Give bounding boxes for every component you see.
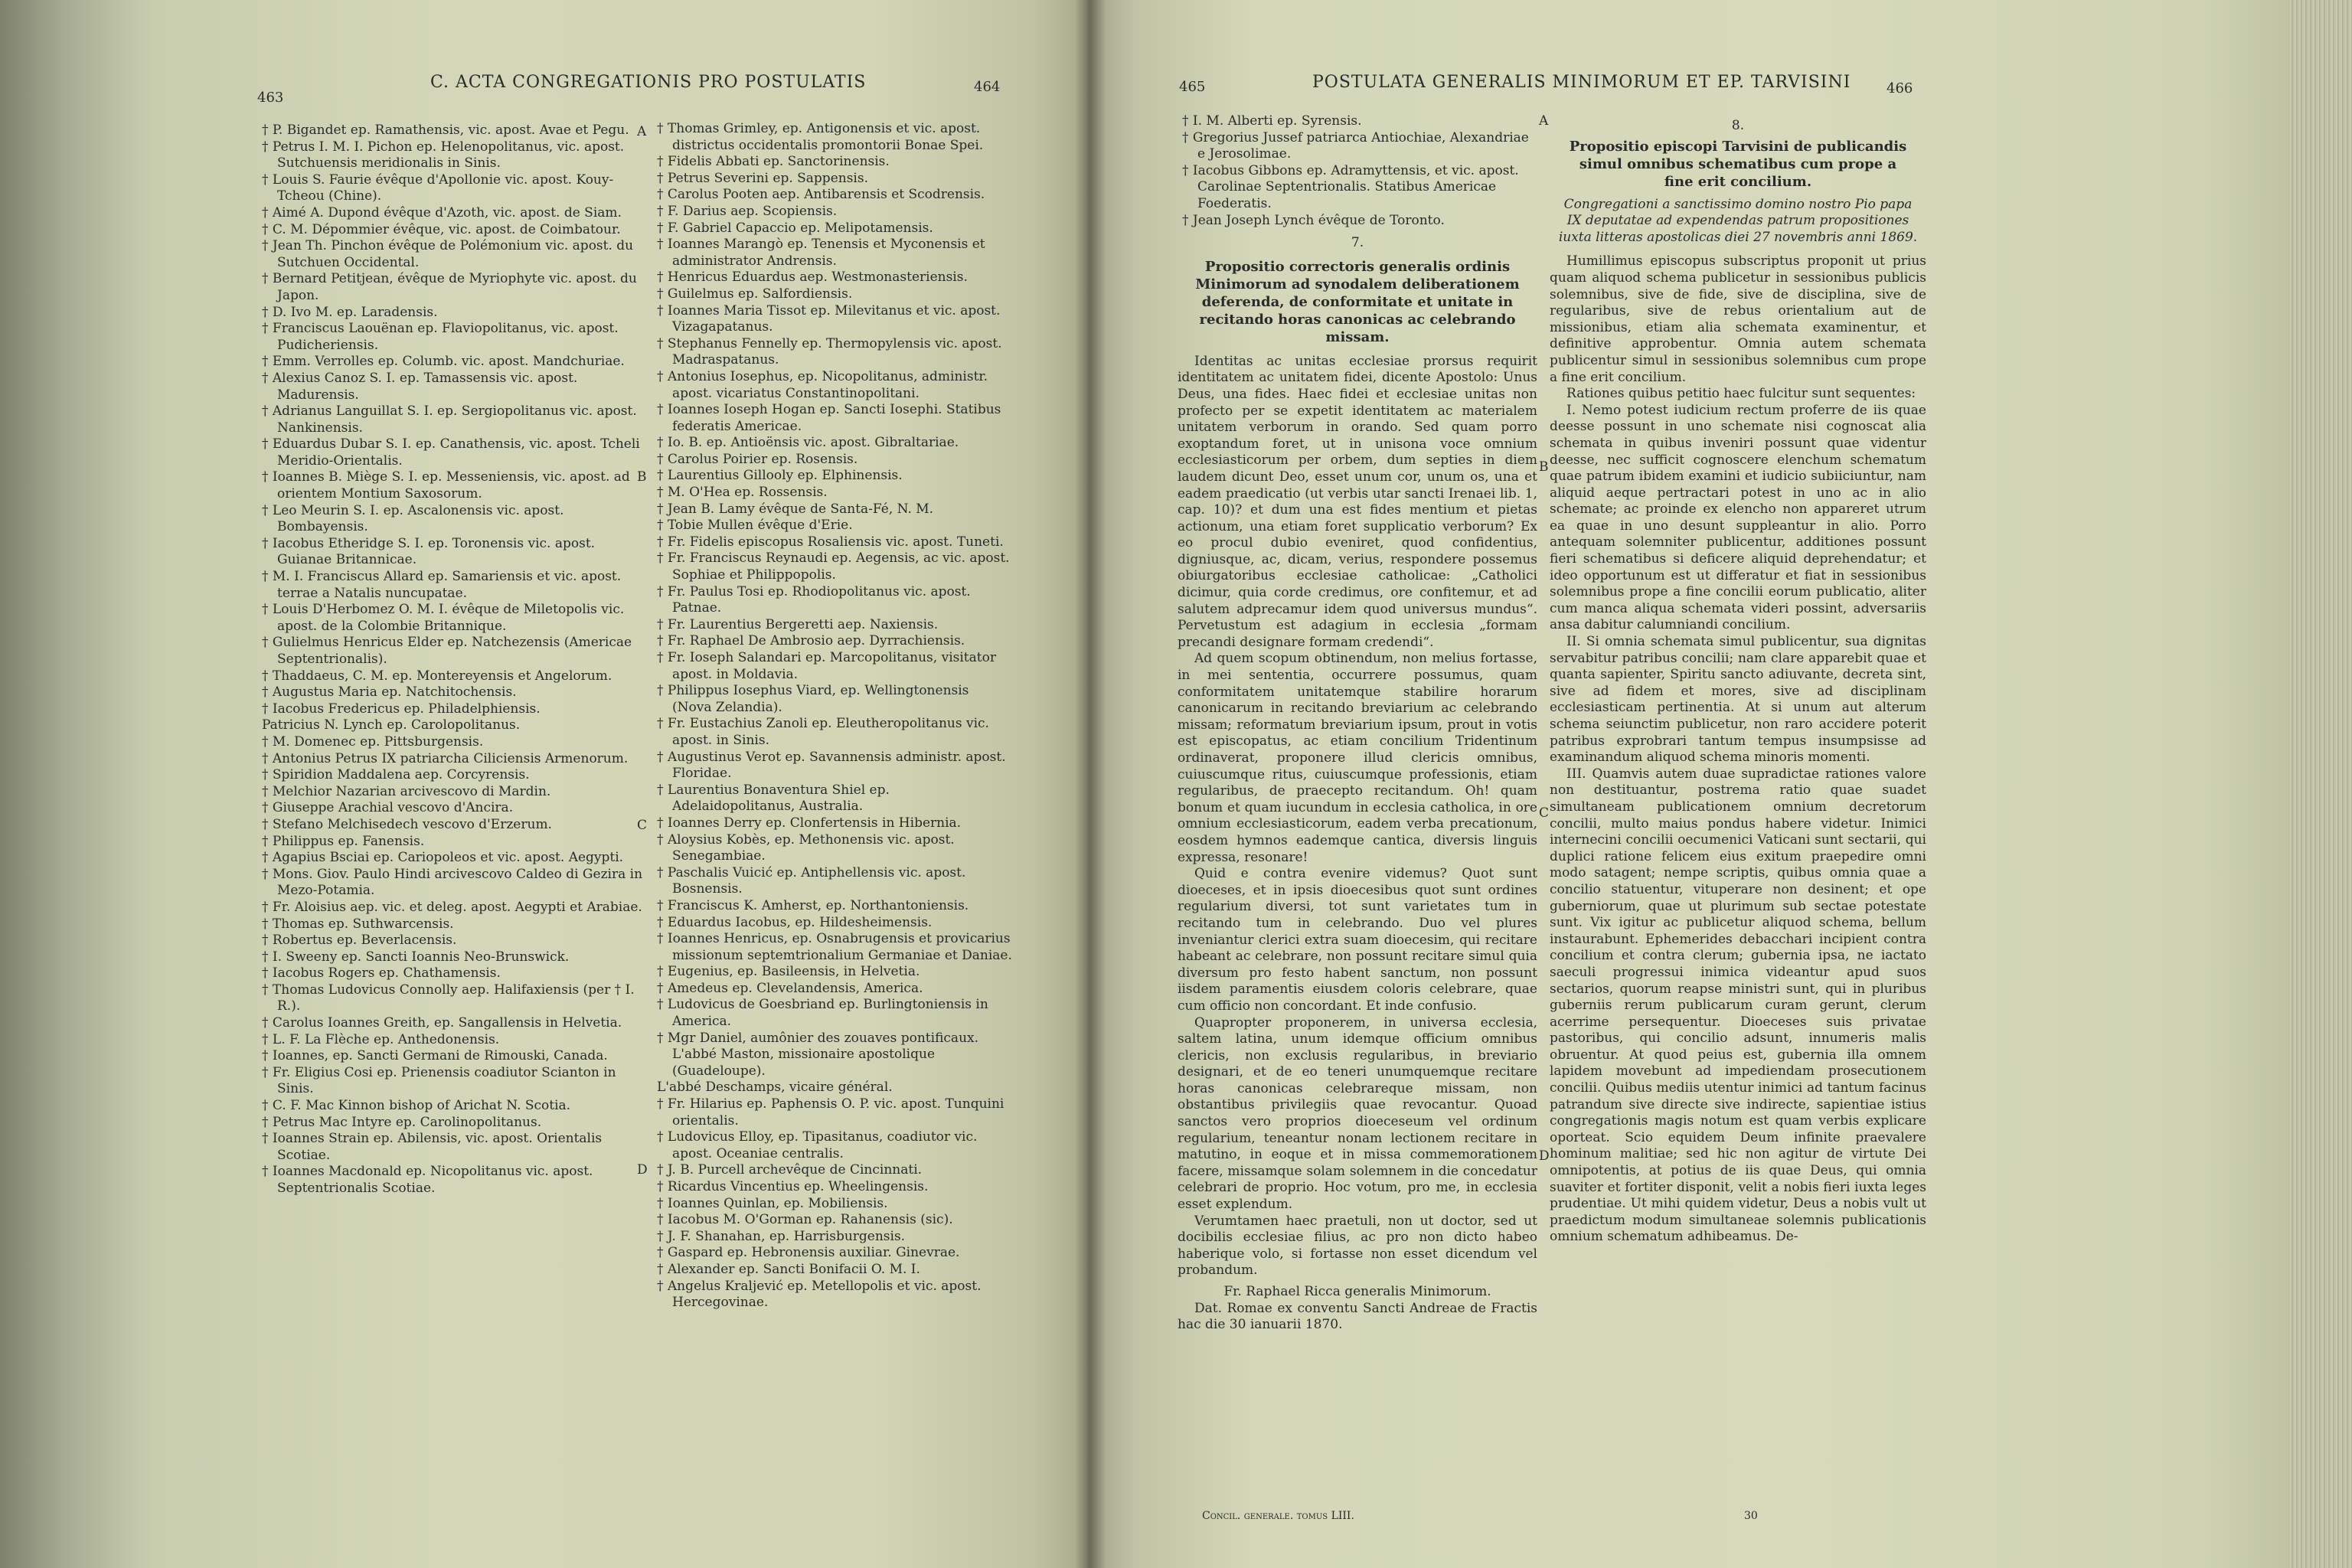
page-number-463: 463 bbox=[257, 90, 284, 106]
section-8-title: Propositio episcopi Tarvisini de publicandis simul omnibus schematibus cum prope a fine erit concilium. bbox=[1569, 138, 1907, 190]
right-page-header: POSTULATA GENERALIS MINIMORUM ET EP. TARVISINI bbox=[1312, 73, 1851, 92]
section-8-body bbox=[1550, 253, 1926, 1246]
footer-signature-mark: 30 bbox=[1744, 1510, 1758, 1522]
bishop-entry: † Fr. Ioseph Salandari ep. Marcopolitanus, visitator apost. in Moldavia. bbox=[657, 650, 996, 682]
bishop-entry: † Petrus Severini ep. Sappensis. bbox=[657, 170, 868, 186]
left-column-1 bbox=[257, 122, 646, 1197]
bishop-entry: † Gaspard ep. Hebronensis auxiliar. Ginevrae. bbox=[657, 1245, 960, 1261]
bishop-entry: † Mons. Giov. Paulo Hindi arcivescovo Caldeo di Gezira in Mezo-Potamia. bbox=[262, 866, 643, 899]
bishop-entry: † Fr. Raphael De Ambrosio aep. Dyrrachiensis. bbox=[657, 633, 965, 649]
section-8-number: 8. bbox=[1731, 118, 1745, 133]
bishop-entry: † Spiridion Maddalena aep. Corcyrensis. bbox=[262, 767, 530, 783]
bishop-entry: † Augustus Maria ep. Natchitochensis. bbox=[262, 684, 517, 701]
bishop-entry: † Tobie Mullen évêque d'Erie. bbox=[657, 518, 853, 534]
section-7-body bbox=[1178, 354, 1537, 1279]
bishop-entry: † Alexius Canoz S. I. ep. Tamassensis vic. apost. Madurensis. bbox=[262, 370, 578, 403]
bishop-entry: † Fr. Eustachius Zanoli ep. Eleutheropolitanus vic. apost. in Sinis. bbox=[657, 716, 989, 748]
right-page bbox=[1087, 0, 2297, 1568]
bishop-entry: † F. Darius aep. Scopiensis. bbox=[657, 203, 838, 219]
right-column-1-entries bbox=[1178, 113, 1537, 229]
bishop-entry: † Guilelmus ep. Salfordiensis. bbox=[657, 286, 853, 302]
bishop-entry: † Agapius Bsciai ep. Cariopoleos et vic. apost. Aegypti. bbox=[262, 850, 624, 866]
bishop-entry: † Eduardus Dubar S. I. ep. Canathensis, vic. apost. Tcheli Meridio-Orientalis. bbox=[262, 436, 640, 469]
bishop-entry: † Carolus Poirier ep. Rosensis. bbox=[657, 451, 858, 467]
bishop-entry: † Emm. Verrolles ep. Columb. vic. apost. Mandchuriae. bbox=[262, 354, 625, 370]
bishop-entry: † Stephanus Fennelly ep. Thermopylensis vic. apost. Madraspatanus. bbox=[657, 335, 1002, 368]
bishop-entry: † Melchior Nazarian arcivescovo di Mardin. bbox=[262, 783, 551, 799]
body-paragraph: II. Si omnia schemata simul publicentur, sua dignitas servabitur patribus concilii; nam clare apparebit quae et quanta sapienter, Spiritu sancto adiuvante, decreta sint, sive ad fidem et mores, sive ad disciplinam ecclesiasticam pertinentia. At si unum aut alterum schema seiunctim publicetur, non raro accidere poterit patribus exprobrari tantum tempus insumpsisse ad examinandum aliquod schema minoris momenti. bbox=[1550, 634, 1926, 766]
bishop-entry: † Fidelis Abbati ep. Sanctorinensis. bbox=[657, 154, 890, 170]
bishop-entry: † Franciscus K. Amherst, ep. Northantoniensis. bbox=[657, 897, 969, 913]
bishop-entry: † Fr. Fidelis episcopus Rosaliensis vic. apost. Tuneti. bbox=[657, 534, 1004, 550]
bishop-entry: † Petrus I. M. I. Pichon ep. Helenopolitanus, vic. apost. Sutchuensis meridionalis in Sinis. bbox=[262, 139, 625, 172]
bishop-entry: † Jean Th. Pinchon évêque de Polémonium vic. apost. du Sutchuen Occidental. bbox=[262, 238, 634, 270]
bishop-entry: † Thomas ep. Suthwarcensis. bbox=[262, 916, 454, 932]
section-7-title: Propositio correctoris generalis ordinis Minimorum ad synodalem deliberationem deferenda, de conformitate et unitate in recitando horas canonicas ac celebrando missam. bbox=[1195, 258, 1520, 345]
bishop-entry: † Iacobus Fredericus ep. Philadelphiensis. bbox=[262, 701, 541, 717]
bishop-entry: † Thomas Ludovicus Connolly aep. Halifaxiensis (per † I. R.). bbox=[262, 982, 635, 1014]
body-paragraph: Quid e contra evenire videmus? Quot sunt dioeceses, et in ipsis dioecesibus quot sunt ordines regularium diversi, tot sunt varietates tum in recitando tum in celebrando. Duo vel plures inveniantur clerici extra suam dioecesim, qui recitare habeant ac celebrare, non possunt recitare simul quia diversum pro festo habent sanctum, non possunt iisdem paramentis eiusdem coloris celebrare, quae cum officio non concordant. Et inde confusio. bbox=[1178, 866, 1537, 1014]
bishop-entry: † Louis D'Herbomez O. M. I. évêque de Miletopolis vic. apost. de la Colombie Britannique. bbox=[262, 602, 625, 634]
bishop-entry: † Thomas Grimley, ep. Antigonensis et vic. apost. districtus occidentalis promontorii Bonae Spei. bbox=[657, 121, 984, 153]
bishop-entry: † Ioannes Derry ep. Clonfertensis in Hibernia. bbox=[657, 815, 962, 831]
bishop-entry: † F. Gabriel Capaccio ep. Melipotamensis. bbox=[657, 220, 933, 236]
body-paragraph: Humillimus episcopus subscriptus proponit ut prius quam aliquod schema publicetur in sessionibus publicis solemnibus, sive de fide, sive de disciplina, sive de regularibus, sive de rebus orientalium aut de missionibus, etiam alia schemata examinentur, et definitive approbentur. Omnia autem schemata publicentur simul in sessionibus solemnibus cum prope a fine erit concilium. bbox=[1550, 253, 1926, 385]
bishop-entry: † Aimé A. Dupond évêque d'Azoth, vic. apost. de Siam. bbox=[262, 204, 622, 220]
section-7-number: 7. bbox=[1351, 235, 1364, 251]
bishop-entry: † Ioannes B. Miège S. I. ep. Messeniensis, vic. apost. ad orientem Montium Saxosorum. bbox=[262, 469, 630, 502]
bishop-entry: † Iacobus Etheridge S. I. ep. Toronensis vic. apost. Guianae Britannicae. bbox=[262, 535, 596, 568]
body-paragraph: Rationes quibus petitio haec fulcitur sunt sequentes: bbox=[1566, 386, 1916, 402]
right-margin-letter-b: B bbox=[1539, 459, 1549, 475]
bishop-entry: † Ioannes Maria Tissot ep. Milevitanus et vic. apost. Vizagapatanus. bbox=[657, 302, 1001, 335]
bishop-entry: † Fr. Aloisius aep. vic. et deleg. apost. Aegypti et Arabiae. bbox=[262, 899, 642, 915]
margin-letter-a: A bbox=[637, 124, 647, 139]
bishop-entry: † M. I. Franciscus Allard ep. Samariensis et vic. apost. terrae a Natalis nuncupatae. bbox=[262, 569, 622, 601]
bishop-entry: † Philippus Iosephus Viard, ep. Wellingtonensis (Nova Zelandia). bbox=[657, 683, 969, 715]
page-number-464: 464 bbox=[974, 79, 1001, 95]
bishop-entry: † Io. B. ep. Antioënsis vic. apost. Gibraltariae. bbox=[657, 435, 959, 451]
bishop-entry: † Giuseppe Arachial vescovo d'Ancira. bbox=[262, 800, 514, 816]
bishop-entry: † Fr. Eligius Cosi ep. Prienensis coadiutor Scianton in Sinis. bbox=[262, 1064, 616, 1097]
bishop-entry: † Iacobus Rogers ep. Chathamensis. bbox=[262, 965, 501, 982]
page-number-465: 465 bbox=[1179, 79, 1206, 95]
footer-volume: Concil. generale. tomus LIII. bbox=[1202, 1510, 1354, 1522]
bishop-entry: † Ioannes, ep. Sancti Germani de Rimouski, Canada. bbox=[262, 1048, 608, 1064]
bishop-entry: † Petrus Mac Intyre ep. Carolinopolitanus. bbox=[262, 1114, 542, 1130]
body-paragraph: Quapropter proponerem, in universa ecclesia, saltem latina, unum idemque officium omnibus clericis, non exclusis regularibus, in breviario designari, et de eo teneri unumquemque recitare horas canonicas celebrareque missam, non obstantibus privilegiis quae revocantur. Quoad sanctos vero proprios dioeceseum vel ordinum regularium, teneantur nonam lectionem recitare in matutino, in eoque et in missa commemorationem facere, missamque solam solemnem in die concedatur celebrari de proprio. Hoc votum, pro me, in ecclesia esset explendum. bbox=[1178, 1014, 1537, 1213]
bishop-entry: † Antonius Iosephus, ep. Nicopolitanus, administr. apost. vicariatus Constantinopolitani. bbox=[657, 368, 988, 401]
left-page-header: C. ACTA CONGREGATIONIS PRO POSTULATIS bbox=[430, 73, 867, 92]
bishop-entry: † L. F. La Flèche ep. Anthedonensis. bbox=[262, 1031, 500, 1047]
body-paragraph: I. Nemo potest iudicium rectum proferre de iis quae deesse possunt in uno schemate nisi cognoscat alia schemata in quibus inveniri possunt quae videntur deesse, nec sufficit cognoscere elenchum schematum quae patrum ibidem examini et iudicio subiiciuntur, nam aliquid aeque pertractari potest in uno ac in alio schemate; ac proinde ex elencho non appareret utrum ea quae in uno desunt suppleantur in alio. Porro antequam solemniter publicentur, additiones possunt fieri schematibus si deficere aliquid deprehendatur; et ideo opportunum est ut differatur et fiat in sessionibus solemnibus prope a fine concilii eorum publicatio, aliter cum manca aliqua schemata videri possint, adversariis ansa dabitur calumniandi concilium. bbox=[1550, 402, 1926, 633]
bishop-entry: † Ludovicus de Goesbriand ep. Burlingtoniensis in America. bbox=[657, 997, 988, 1030]
bishop-entry: L'abbé Deschamps, vicaire général. bbox=[657, 1080, 893, 1096]
bishop-entry: † Laurentius Bonaventura Shiel ep. Adelaidopolitanus, Australia. bbox=[657, 782, 890, 815]
bishop-entry: † Franciscus Laouënan ep. Flaviopolitanus, vic. apost. Pudicheriensis. bbox=[262, 321, 619, 353]
bishop-entry: † I. M. Alberti ep. Syrensis. bbox=[1182, 113, 1362, 129]
bishop-entry: † Ioannes Macdonald ep. Nicopolitanus vic. apost. Septentrionalis Scotiae. bbox=[262, 1164, 593, 1196]
bishop-entry: † Ludovicus Elloy, ep. Tipasitanus, coadiutor vic. apost. Oceaniae centralis. bbox=[657, 1129, 978, 1161]
bishop-entry: † Alexander ep. Sancti Bonifacii O. M. I. bbox=[657, 1261, 920, 1277]
right-column-1 bbox=[1178, 113, 1537, 1334]
body-paragraph: III. Quamvis autem duae supradictae rationes valore non destituantur, postrema ratio quae suadet simultaneam publicationem omnium decretorum concilii, multo maius pondus habere videtur. Inimici internecini concilii oecumenici Vaticani sunt sectarii, qui duplici ratione felicem eius exitum praepedire omni modo satagent; nempe scriptis, quibus omnia quae a concilio statuentur, vituperare non desinent; et ope guberniorum, quae ut plurimum sub sectae potestate sunt. Vix igitur ac publicetur aliquod schema, bellum instaurabunt. Ephemerides debacchari incipient contra concilium et contra clerum; gubernia ipsa, ne iactato saeculi progressui inimica videantur apud suos sectarios, quorum reapse ministri sunt, qui in pluribus guberniis rerum publicarum curam gerunt, clerum acerrime persequentur. Dioeceses suis privatae pastoribus, qui concilio adsunt, innumeris malis obruentur. At quod peius est, gubernia illa omnem lapidem movebunt ad impediendam prosecutionem concilii. Quibus mediis utentur inimici ad tantum facinus patrandum sive directe sive indirecte, sapientiae istius congregationis magis notum est quam verbis explicare oporteat. Scio equidem Deum infinite praevalere hominum malitiae; sed hic non agitur de virtute Dei omnipotentis, at potius de iis quae Deus, qui omnia suaviter et fortiter disponit, velit a nobis fieri iuxta leges prudentiae. Ut mihi quidem videtur, Deus a nobis vult ut praedictum modum simultaneae solemnis publicationis omnium schematum adhibeamus. De- bbox=[1550, 766, 1926, 1245]
right-margin-letter-a: A bbox=[1539, 113, 1549, 129]
bishop-entry: † Ricardus Vincentius ep. Wheelingensis. bbox=[657, 1179, 929, 1194]
dated-line: Dat. Romae ex conventu Sancti Andreae de Fractis hac die 30 ianuarii 1870. bbox=[1178, 1300, 1537, 1333]
bishop-entry: † Gulielmus Henricus Elder ep. Natchezensis (Americae Septentrionalis). bbox=[262, 635, 632, 667]
bishop-entry: † Eugenius, ep. Basileensis, in Helvetia. bbox=[657, 964, 920, 980]
bishop-entry: † Angelus Kraljević ep. Metellopolis et vic. apost. Hercegovinae. bbox=[657, 1278, 982, 1311]
bishop-entry: † Paschalis Vuicić ep. Antiphellensis vic. apost. Bosnensis. bbox=[657, 864, 966, 897]
bishop-entry: † Henricus Eduardus aep. Westmonasteriensis. bbox=[657, 270, 968, 286]
bishop-entry: † Ioannes Henricus, ep. Osnabrugensis et provicarius missionum septemtrionalium Germaniae et Daniae. bbox=[657, 931, 1012, 963]
bishop-entry: † Robertus ep. Beverlacensis. bbox=[262, 933, 457, 949]
bishop-entry: † Ioannes Quinlan, ep. Mobiliensis. bbox=[657, 1195, 888, 1211]
body-paragraph: Identitas ac unitas ecclesiae prorsus requirit identitatem ac unitatem fidei, dicente Apostolo: Unus Deus, una fides. Haec fidei et ecclesiae unitas non profecto per se expetit identitatem ac materialem unitatem verborum in orando. Sed quam porro exoptandum foret, ut in unisona voce omnium ecclesiasticorum per orbem, dum septies in diem laudem dicunt Deo, esset unum cor, unum os, una et eadem praedicatio (ut verbis utar sancti Irenaei lib. 1, cap. 10)? et dum una est fides mentium et pietas actionum, una etiam foret supplicatio verborum? Ex eo procul dubio eveniret, quod confidentius, digniusque, ac, dicam, verius, respondere possemus obiurgatoribus ecclesiae catholicae: „Catholici dicimur, quia corde credimus, ore confitemur, et ad salutem adprecamur idem quod universus mundus“. Pervetustum est adagium in ecclesia „formam precandi designare formam credendi“. bbox=[1178, 353, 1537, 650]
bishop-entry: † Fr. Hilarius ep. Paphensis O. P. vic. apost. Tunquini orientalis. bbox=[657, 1096, 1004, 1129]
bishop-entry: † Stefano Melchisedech vescovo d'Erzerum. bbox=[262, 816, 552, 832]
margin-letter-c: C bbox=[637, 818, 648, 833]
bishop-entry: † Augustinus Verot ep. Savannensis administr. apost. Floridae. bbox=[657, 749, 1006, 782]
right-column-2 bbox=[1550, 113, 1926, 1246]
bishop-entry: † M. Domenec ep. Pittsburgensis. bbox=[262, 733, 484, 750]
bishop-entry: † Jean Joseph Lynch évêque de Toronto. bbox=[1182, 212, 1445, 228]
bishop-entry: † Philippus ep. Fanensis. bbox=[262, 833, 425, 849]
bishop-entry: † Eduardus Iacobus, ep. Hildesheimensis. bbox=[657, 914, 933, 930]
bishop-entry: † D. Ivo M. ep. Laradensis. bbox=[262, 304, 438, 320]
bishop-entry: † M. O'Hea ep. Rossensis. bbox=[657, 485, 828, 501]
bishop-entry: † Antonius Petrus IX patriarcha Ciliciensis Armenorum. bbox=[262, 750, 629, 766]
bishop-entry: † Mgr Daniel, aumônier des zouaves pontificaux. L'abbé Maston, missionaire apostolique (Guadeloupe). bbox=[657, 1030, 979, 1079]
bishop-entry: † J. F. Shanahan, ep. Harrisburgensis. bbox=[657, 1228, 906, 1244]
page-number-466: 466 bbox=[1886, 80, 1913, 96]
bishop-entry: † P. Bigandet ep. Ramathensis, vic. apost. Avae et Pegu. bbox=[262, 122, 629, 138]
bishop-entry: † Jean B. Lamy évêque de Santa-Fé, N. M. bbox=[657, 501, 934, 517]
margin-letter-d: D bbox=[637, 1162, 648, 1178]
bishop-entry: † Ioannes Strain ep. Abilensis, vic. apost. Orientalis Scotiae. bbox=[262, 1131, 603, 1163]
bishop-entry: † Iacobus M. O'Gorman ep. Rahanensis (sic). bbox=[657, 1212, 953, 1228]
bishop-entry: † Ioannes Marangò ep. Tenensis et Myconensis et administrator Andrensis. bbox=[657, 237, 985, 269]
bishop-entry: † Ioannes Ioseph Hogan ep. Sancti Iosephi. Statibus federatis Americae. bbox=[657, 402, 1001, 434]
page-edges bbox=[2289, 0, 2352, 1568]
bishop-entry: † C. F. Mac Kinnon bishop of Arichat N. Scotia. bbox=[262, 1098, 571, 1114]
section-8-subtitle: Congregationi a sanctissimo domino nostro Pio papa IX deputatae ad expendendas patrum propositiones iuxta litteras apostolicas diei 27 novembris anni 1869. bbox=[1558, 196, 1918, 245]
bishop-entry: † C. M. Dépommier évêque, vic. apost. de Coimbatour. bbox=[262, 221, 621, 237]
bishop-entry: † Fr. Laurentius Bergeretti aep. Naxiensis. bbox=[657, 616, 939, 632]
bishop-entry: Patricius N. Lynch ep. Carolopolitanus. bbox=[262, 717, 521, 733]
left-page bbox=[0, 0, 1087, 1568]
right-margin-letter-c: C bbox=[1539, 805, 1550, 821]
signature: Fr. Raphael Ricca generalis Minimorum. bbox=[1223, 1284, 1491, 1299]
bishop-entry: † Adrianus Languillat S. I. ep. Sergiopolitanus vic. apost. Nankinensis. bbox=[262, 403, 637, 436]
left-column-2 bbox=[652, 121, 1012, 1312]
right-margin-letter-d: D bbox=[1539, 1148, 1550, 1164]
bishop-entry: † Thaddaeus, C. M. ep. Montereyensis et Angelorum. bbox=[262, 668, 612, 684]
bishop-entry: † Aloysius Kobès, ep. Methonensis vic. apost. Senegambiae. bbox=[657, 831, 955, 864]
bishop-entry: † Fr. Paulus Tosi ep. Rhodiopolitanus vic. apost. Patnae. bbox=[657, 583, 971, 616]
bishop-entry: † Carolus Pooten aep. Antibarensis et Scodrensis. bbox=[657, 187, 985, 203]
bishop-entry: † Bernard Petitjean, évêque de Myriophyte vic. apost. du Japon. bbox=[262, 271, 637, 303]
bishop-entry: † Louis S. Faurie évêque d'Apollonie vic. apost. Kouy-Tcheou (Chine). bbox=[262, 172, 614, 204]
body-paragraph: Verumtamen haec praetuli, non ut doctor, sed ut docibilis ecclesiae filius, ac pro non dicto habeo haberique volo, si fortasse non esset dicendum vel probandum. bbox=[1178, 1213, 1537, 1279]
bishop-entry: † Carolus Ioannes Greith, ep. Sangallensis in Helvetia. bbox=[262, 1015, 622, 1031]
bishop-entry: † Leo Meurin S. I. ep. Ascalonensis vic. apost. Bombayensis. bbox=[262, 502, 564, 535]
bishop-entry: † Gregorius Jussef patriarca Antiochiae, Alexandriae e Jerosolimae. bbox=[1182, 129, 1529, 162]
bishop-entry: † Iacobus Gibbons ep. Adramyttensis, et vic. apost. Carolinae Septentrionalis. Statibus Americae Foederatis. bbox=[1182, 162, 1519, 211]
bishop-entry: † I. Sweeny ep. Sancti Ioannis Neo-Brunswick. bbox=[262, 949, 570, 965]
bishop-entry: † J. B. Purcell archevêque de Cincinnati. bbox=[657, 1162, 923, 1178]
body-paragraph: Ad quem scopum obtinendum, non melius fortasse, in mei sententia, occurrere possumus, quam conformitatem unitatemque stabilire horarum canonicarum in recitando breviarium ac celebrando missam; reformatum breviarium ipsum, prout in votis est episcopatus, ac etiam concilium Tridentinum ordinaverat, proponere illud clericis omnibus, cuiuscumque ritus, cuiuscumque professionis, etiam regularibus, de praecepto recitandum. Oh! quam bonum et quam iucundum in ecclesia catholica, in ore omnium ecclesiasticorum, eadem verba precationum, eosdem hymnos eademque cantica, diversis linguis expressa, resonare! bbox=[1178, 651, 1537, 865]
bishop-entry: † Fr. Franciscus Reynaudi ep. Aegensis, ac vic. apost. Sophiae et Philippopolis. bbox=[657, 550, 1010, 583]
margin-letter-b: B bbox=[637, 469, 647, 485]
bishop-entry: † Laurentius Gillooly ep. Elphinensis. bbox=[657, 468, 903, 484]
bishop-entry: † Amedeus ep. Clevelandensis, America. bbox=[657, 980, 923, 996]
